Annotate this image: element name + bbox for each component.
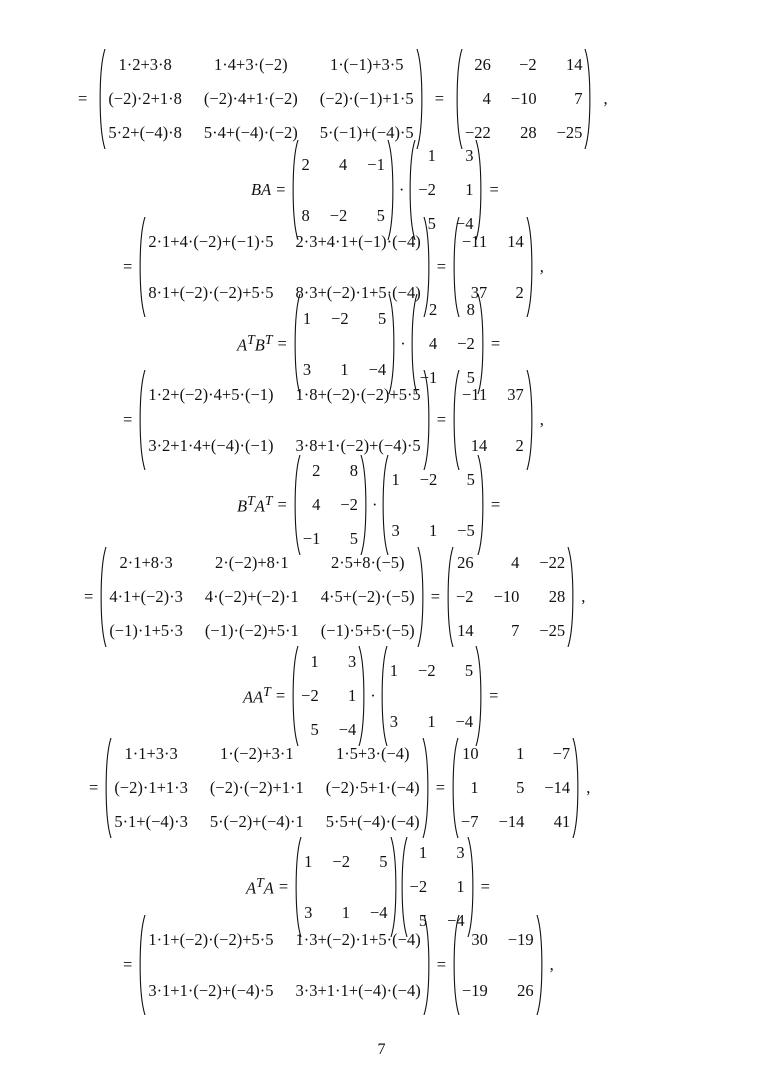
matrix xyxy=(454,49,593,149)
matrix-cell: 1 xyxy=(456,876,465,896)
matrix-cell: −4 xyxy=(368,359,387,379)
matrix xyxy=(379,646,484,746)
equals-sign: = xyxy=(434,89,444,108)
matrix-cell: 1 xyxy=(310,651,319,671)
matrix xyxy=(137,915,431,1015)
matrix-cell: 2·1+8·3 xyxy=(119,552,173,572)
matrix-cell: 1 xyxy=(465,179,474,199)
matrix-cell: −1 xyxy=(419,368,438,388)
matrix-cell: 1·(−1)+3·5 xyxy=(329,54,404,74)
matrix-cell: −14 xyxy=(498,812,525,832)
matrix-cell: 14 xyxy=(565,54,583,74)
matrix-cell: 8 xyxy=(349,460,358,480)
equals-sign: = xyxy=(490,334,501,353)
equation-at-bt-result xyxy=(0,384,763,455)
matrix-cell: 7 xyxy=(574,88,583,108)
matrix-product-label: $AA^T$ xyxy=(243,684,271,707)
matrix-cell: 37 xyxy=(470,282,488,302)
matrix-cell: 1 xyxy=(427,711,436,731)
matrix-cell: −2 xyxy=(301,685,319,705)
matrix-cell: −19 xyxy=(462,980,488,1000)
matrix-cell: 3 xyxy=(302,359,312,379)
left-paren xyxy=(97,49,106,149)
left-paren xyxy=(450,738,459,838)
left-paren xyxy=(292,455,301,555)
matrix-cell: 5 xyxy=(310,720,319,740)
matrix-cell: −22 xyxy=(539,552,566,572)
matrix-cell: 3 xyxy=(304,902,313,922)
multiply-dot: · xyxy=(370,686,376,705)
equals-sign: = xyxy=(84,587,94,606)
matrix-cell: 1 xyxy=(427,145,436,165)
matrix-cell: 5·(−2)+(−4)·1 xyxy=(209,812,304,832)
right-paren xyxy=(358,646,367,746)
matrix-cell: −4 xyxy=(455,711,474,731)
matrix-cell: 5·2+(−4)·8 xyxy=(108,123,182,143)
equation-ba-result xyxy=(0,231,763,302)
matrix-cell: (−2)·(−1)+1·5 xyxy=(319,88,414,108)
left-paren xyxy=(290,646,299,746)
matrix-cell: 28 xyxy=(520,123,537,143)
matrix-cell: 5 xyxy=(377,308,387,328)
matrix-cell: −2 xyxy=(456,586,474,606)
matrix-cell: 41 xyxy=(553,812,571,832)
multiply-dot: · xyxy=(398,180,405,199)
matrix-cell: −2 xyxy=(331,308,349,328)
matrix-cell: 1·(−2)+3·1 xyxy=(220,743,294,763)
comma: , xyxy=(539,410,544,429)
equation-bt-at-result xyxy=(0,552,763,642)
matrix-cell: 26 xyxy=(517,980,534,1000)
matrix-cell: 4 xyxy=(339,154,348,174)
equals-sign: = xyxy=(276,180,286,199)
matrix-cell: 10 xyxy=(462,743,479,763)
matrix-cell: 4·1+(−2)·3 xyxy=(109,586,183,606)
matrix-cell: 3 xyxy=(389,711,399,731)
equals-sign: = xyxy=(489,686,499,705)
equation-at-a-result xyxy=(0,929,763,1000)
matrix-cell: −7 xyxy=(461,812,479,832)
matrix-cell: (−2)·4+1·(−2) xyxy=(203,88,298,108)
matrix-product-label: $A^TB^T$ xyxy=(237,332,273,355)
matrix-cell: 5·4+(−4)·(−2) xyxy=(203,123,298,143)
matrix-cell: 8·3+(−2)·1+5·(−4) xyxy=(295,282,421,302)
equals-sign: = xyxy=(436,410,446,429)
multiply-dot: · xyxy=(371,495,378,514)
matrix-product-label: BA xyxy=(251,180,272,199)
matrix-cell: 5 xyxy=(376,205,385,225)
matrix-cell: 14 xyxy=(457,621,474,641)
matrix-cell: 3 xyxy=(348,651,357,671)
matrix-cell: −2 xyxy=(332,851,350,871)
matrix-cell: −11 xyxy=(462,231,488,251)
left-paren xyxy=(103,738,112,838)
matrix-cell: 4 xyxy=(312,494,321,514)
right-paren xyxy=(360,455,369,555)
matrix-cell: (−2)·1+1·3 xyxy=(114,777,188,797)
right-paren xyxy=(475,646,484,746)
matrix-cell: 1 xyxy=(418,842,428,862)
matrix xyxy=(290,646,367,746)
matrix xyxy=(451,915,545,1015)
matrix-product-label: $B^TA^T$ xyxy=(237,493,273,516)
matrix-product-label: $A^TA$ xyxy=(246,875,274,898)
matrix-cell: 1 xyxy=(389,660,399,680)
matrix-cell: 30 xyxy=(471,929,488,949)
right-paren xyxy=(584,49,593,149)
left-paren xyxy=(137,915,146,1015)
matrix-cell: −10 xyxy=(493,586,520,606)
equals-sign: = xyxy=(123,410,133,429)
matrix-cell: 5 xyxy=(349,529,358,549)
matrix-cell: 2·3+4·1+(−1)·(−4) xyxy=(295,231,421,251)
matrix-cell: 2·5+8·(−5) xyxy=(330,552,405,572)
left-paren xyxy=(379,646,388,746)
matrix-cell: 1 xyxy=(516,743,525,763)
equals-sign: = xyxy=(480,877,490,896)
left-paren xyxy=(451,915,460,1015)
matrix-cell: 4 xyxy=(511,552,520,572)
matrix-cell: −2 xyxy=(457,333,475,353)
matrix-cell: (−2)·5+1·(−4) xyxy=(325,777,420,797)
matrix-cell: 2·(−2)+8·1 xyxy=(215,552,289,572)
left-paren xyxy=(98,547,107,647)
matrix-cell: 2 xyxy=(515,435,524,455)
matrix-cell: (−2)·2+1·8 xyxy=(108,88,182,108)
left-paren xyxy=(137,370,146,470)
matrix-cell: 14 xyxy=(470,435,488,455)
matrix-cell: 5·1+(−4)·3 xyxy=(114,812,188,832)
matrix-cell: −2 xyxy=(329,205,348,225)
matrix-cell: 2·1+4·(−2)+(−1)·5 xyxy=(148,231,274,251)
matrix-cell: 5 xyxy=(418,911,428,931)
matrix-cell: 1·1+(−2)·(−2)+5·5 xyxy=(148,929,274,949)
matrix-cell: 3·1+1·(−2)+(−4)·5 xyxy=(148,980,274,1000)
matrix-cell: 5·(−1)+(−4)·5 xyxy=(319,123,414,143)
matrix-cell: 37 xyxy=(507,384,524,404)
matrix-cell: −1 xyxy=(367,154,385,174)
equals-sign: = xyxy=(277,495,287,514)
matrix-cell: 1 xyxy=(304,851,313,871)
matrix-cell: 4 xyxy=(429,333,438,353)
equals-sign: = xyxy=(277,334,287,353)
right-paren xyxy=(422,738,431,838)
comma: , xyxy=(549,955,554,974)
equation-a-at xyxy=(0,652,763,740)
matrix-cell: 1·2+3·8 xyxy=(118,54,172,74)
matrix-cell: 2 xyxy=(312,460,321,480)
matrix-cell: 2 xyxy=(301,154,310,174)
matrix-cell: 3 xyxy=(456,842,465,862)
matrix-cell: (−2)·(−2)+1·1 xyxy=(209,777,304,797)
equals-sign: = xyxy=(490,495,501,514)
matrix-cell: 8 xyxy=(301,205,310,225)
matrix-cell: −22 xyxy=(465,123,491,143)
matrix-cell: 1 xyxy=(302,308,312,328)
matrix-cell: 5 xyxy=(466,368,475,388)
matrix-cell: −7 xyxy=(552,743,571,763)
equals-sign: = xyxy=(435,778,445,797)
left-paren xyxy=(445,547,454,647)
matrix-cell: 8 xyxy=(466,299,475,319)
matrix-cell: (−1)·1+5·3 xyxy=(109,621,183,641)
matrix-cell: 4·5+(−2)·(−5) xyxy=(320,586,415,606)
equals-sign: = xyxy=(123,955,133,974)
matrix-cell: −2 xyxy=(418,660,436,680)
matrix-cell: −4 xyxy=(369,902,388,922)
matrix-cell: −2 xyxy=(409,876,428,896)
matrix-cell: 2 xyxy=(515,282,524,302)
matrix-cell: −1 xyxy=(302,529,321,549)
matrix-cell: 28 xyxy=(548,586,566,606)
right-paren xyxy=(536,915,545,1015)
matrix-cell: 14 xyxy=(507,231,524,251)
matrix-cell: 1·8+(−2)·(−2)+5·5 xyxy=(295,384,421,404)
equation-a-at-result xyxy=(0,743,763,833)
matrix-cell: −11 xyxy=(462,384,488,404)
equals-sign: = xyxy=(436,257,446,276)
multiply-dot: · xyxy=(400,334,406,353)
matrix-cell: 5 xyxy=(427,214,436,234)
matrix-cell: −2 xyxy=(419,469,438,489)
equals-sign: = xyxy=(78,89,88,108)
matrix-cell: 1 xyxy=(470,777,479,797)
matrix-cell: −2 xyxy=(340,494,358,514)
equals-sign: = xyxy=(489,180,499,199)
right-paren xyxy=(477,455,486,555)
matrix-cell: 1·2+(−2)·4+5·(−1) xyxy=(148,384,274,404)
matrix-cell: −19 xyxy=(507,929,534,949)
matrix-cell: 3·8+1·(−2)+(−4)·5 xyxy=(295,435,421,455)
equals-sign: = xyxy=(123,257,133,276)
matrix-cell: −10 xyxy=(510,88,537,108)
matrix-cell: 5·5+(−4)·(−4) xyxy=(325,812,420,832)
matrix-cell: 5 xyxy=(379,851,388,871)
matrix-cell: 2 xyxy=(429,299,438,319)
matrix-cell: 1 xyxy=(391,469,400,489)
right-paren xyxy=(417,547,426,647)
matrix-cell: 1 xyxy=(340,359,349,379)
matrix-cell: 3·2+1·4+(−4)·(−1) xyxy=(148,435,274,455)
matrix-cell: 4·(−2)+(−2)·1 xyxy=(204,586,299,606)
matrix-cell: 8·1+(−2)·(−2)+5·5 xyxy=(148,282,274,302)
matrix-cell: 1 xyxy=(429,520,438,540)
matrix-cell: −25 xyxy=(539,621,566,641)
equation-bt-at xyxy=(0,461,763,549)
left-paren xyxy=(454,49,463,149)
right-paren xyxy=(572,738,581,838)
matrix-cell: −5 xyxy=(457,520,475,540)
matrix xyxy=(450,738,581,838)
matrix-cell: 3 xyxy=(465,145,474,165)
page-number: 7 xyxy=(377,1041,386,1058)
equals-sign: = xyxy=(275,686,286,705)
matrix xyxy=(380,455,485,555)
equals-sign: = xyxy=(430,587,440,606)
matrix xyxy=(97,49,424,149)
equals-sign: = xyxy=(278,877,289,896)
right-paren xyxy=(526,370,535,470)
matrix-cell: 1·3+(−2)·1+5·(−4) xyxy=(295,929,421,949)
matrix-cell: (−1)·5+5·(−5) xyxy=(320,621,415,641)
matrix xyxy=(292,455,369,555)
comma: , xyxy=(581,587,586,606)
matrix-cell: −2 xyxy=(418,179,436,199)
matrix-cell: 5 xyxy=(516,777,525,797)
matrix-cell: 1·5+3·(−4) xyxy=(335,743,410,763)
comma: , xyxy=(586,778,591,797)
matrix-cell: 7 xyxy=(511,621,520,641)
matrix-cell: −4 xyxy=(455,214,474,234)
matrix-cell: 26 xyxy=(474,54,491,74)
matrix xyxy=(103,738,430,838)
matrix-cell: 1 xyxy=(341,902,350,922)
matrix-cell: 1·4+3·(−2) xyxy=(214,54,288,74)
equals-sign: = xyxy=(436,955,446,974)
matrix-cell: (−1)·(−2)+5·1 xyxy=(204,621,299,641)
matrix xyxy=(445,547,576,647)
matrix-cell: 26 xyxy=(457,552,474,572)
matrix xyxy=(98,547,425,647)
matrix-cell: 4 xyxy=(482,88,491,108)
matrix-cell: −4 xyxy=(447,911,465,931)
right-paren xyxy=(567,547,576,647)
right-paren xyxy=(416,49,425,149)
matrix-cell: 1 xyxy=(348,685,357,705)
comma: , xyxy=(539,257,544,276)
right-paren xyxy=(423,915,432,1015)
matrix-cell: −2 xyxy=(519,54,537,74)
matrix-cell: 3·3+1·1+(−4)·(−4) xyxy=(295,980,421,1000)
equation-result-1 xyxy=(0,54,763,144)
matrix-cell: −25 xyxy=(556,123,583,143)
matrix-cell: 3 xyxy=(391,520,400,540)
matrix-cell: −14 xyxy=(544,777,571,797)
comma: , xyxy=(603,89,608,108)
matrix-cell: 5 xyxy=(464,660,474,680)
left-paren xyxy=(380,455,389,555)
matrix-cell: 5 xyxy=(466,469,475,489)
matrix-cell: 1·1+3·3 xyxy=(124,743,178,763)
equals-sign: = xyxy=(89,778,99,797)
matrix-cell: −4 xyxy=(338,720,357,740)
